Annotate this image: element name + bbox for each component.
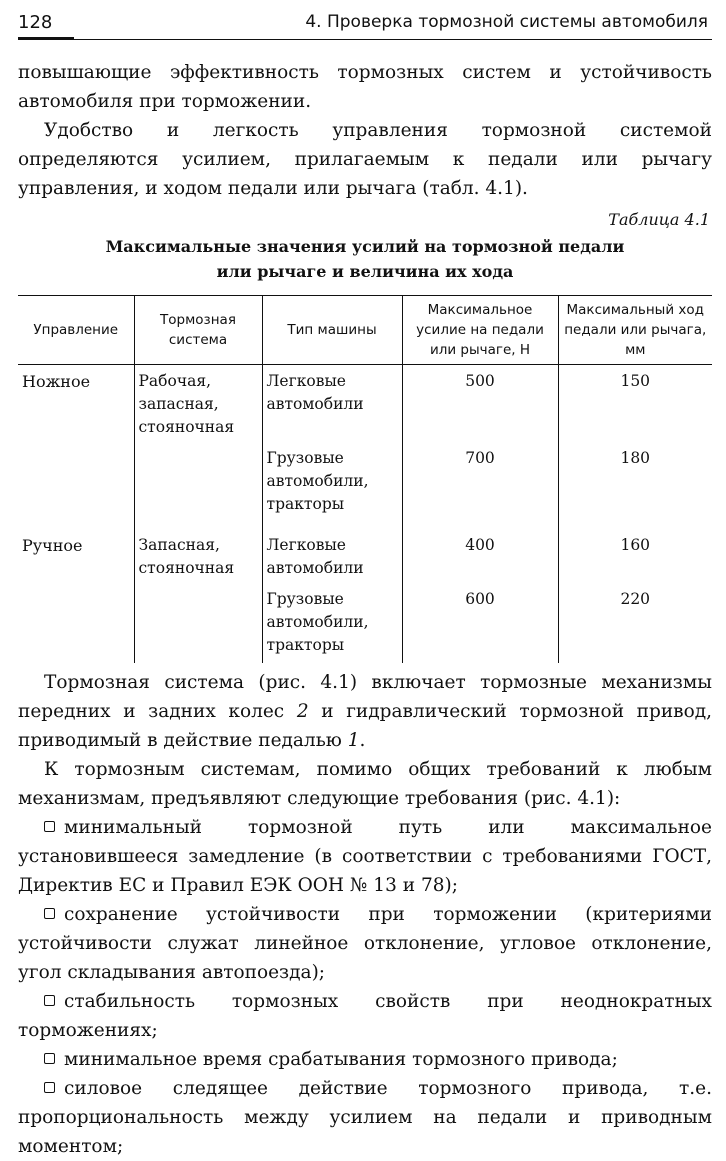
page-number: 128 (18, 12, 53, 33)
list-item (18, 813, 712, 900)
cell-max-force: 500 (402, 365, 558, 440)
checkbox-bullet-icon (44, 995, 55, 1006)
table-row (18, 516, 712, 580)
cell-max-force: 700 (402, 439, 558, 516)
header-machine-type: Тип машины (262, 296, 402, 365)
checkbox-bullet-icon (44, 821, 55, 832)
figure-ref: 2 (296, 701, 309, 722)
list-item-text: сохранение устойчивости при торможении (критериями устойчивости служат линейное отклонение, угловое отклонение, угол складывания автопоезда); (18, 904, 712, 983)
checkbox-bullet-icon (44, 908, 55, 919)
header-rule (18, 39, 712, 40)
table-row (18, 580, 712, 663)
intro-text (18, 58, 712, 203)
list-item-text: силовое следящее действие тормозного привода, т.е. пропорциональность между усилием на педали и приводным моментом; (18, 1078, 712, 1157)
checkbox-bullet-icon (44, 1082, 55, 1093)
paragraph-requirements: К тормозным системам, помимо общих требований к любым механизмам, предъявляют следующие требования (рис. 4.1): (18, 759, 712, 809)
intro-paragraph: Удобство и легкость управления тормозной системой определяются усилием, прилагаемым к педали или рычагу управления, и ходом педали или рычага (табл. 4.1). (18, 120, 712, 199)
main-text (18, 668, 712, 1161)
cell-machine-type: Легковые автомобили (262, 516, 402, 580)
list-item (18, 1074, 712, 1161)
intro-paragraph-continued: повышающие эффективность тормозных систем и устойчивость автомобиля при торможении. (18, 62, 712, 112)
header-max-force: Максимальное усилие на педали или рычаге, Н (402, 296, 558, 365)
cell-control: Ручное (22, 536, 83, 555)
list-item-text: стабильность тормозных свойств при неоднократных торможениях; (18, 991, 712, 1041)
checkbox-bullet-icon (44, 1053, 55, 1064)
cell-max-travel: 160 (558, 516, 712, 580)
table-row (18, 365, 712, 440)
cell-machine-type: Грузовые автомобили, тракторы (262, 580, 402, 663)
list-item (18, 1045, 712, 1074)
header-control: Управление (18, 296, 134, 365)
text-run: и гидравлический тормозной привод, приводимый в действие педалью (18, 701, 712, 751)
cell-brake-system: Рабочая, запасная, стояночная (134, 365, 262, 440)
cell-max-force: 400 (402, 516, 558, 580)
running-title: 4. Проверка тормозной системы автомобиля (305, 12, 708, 32)
header-brake-system: Тормозная система (134, 296, 262, 365)
table-header-row (18, 296, 712, 365)
cell-control: Ножное (22, 372, 91, 391)
cell-max-travel: 180 (558, 439, 712, 516)
table-title-line-2: или рычаге и величина их хода (216, 262, 514, 281)
text-run: . (359, 730, 366, 751)
text-run: Тормозная система (рис. 4.1) включает тормозные механизмы передних и задних колес (18, 672, 712, 722)
cell-control (18, 580, 134, 663)
cell-control (18, 439, 134, 516)
cell-max-travel: 220 (558, 580, 712, 663)
header-max-travel: Максимальный ход педали или рычага, мм (558, 296, 712, 365)
page-header (18, 8, 712, 38)
cell-brake-system (134, 439, 262, 516)
cell-brake-system: Запасная, стояночная (134, 516, 262, 580)
cell-machine-type: Грузовые автомобили, тракторы (262, 439, 402, 516)
table-caption: Таблица 4.1 (608, 210, 710, 229)
list-item (18, 987, 712, 1045)
cell-max-force: 600 (402, 580, 558, 663)
cell-machine-type: Легковые автомобили (262, 365, 402, 440)
list-item-text: минимальное время срабатывания тормозного привода; (64, 1049, 618, 1070)
table-title-line-1: Максимальные значения усилий на тормозной педали (105, 237, 625, 256)
brake-effort-table (18, 295, 712, 663)
cell-max-travel: 150 (558, 365, 712, 440)
list-item-text: минимальный тормозной путь или максимальное установившееся замедление (в соответствии с требованиями ГОСТ, Директив ЕС и Правил ЕЭК ООН № 13 и 78); (18, 817, 712, 896)
paragraph-brake-composition (18, 668, 712, 755)
list-item (18, 900, 712, 987)
table-row (18, 439, 712, 516)
table-title (18, 234, 712, 284)
cell-brake-system (134, 580, 262, 663)
figure-ref: 1 (347, 730, 360, 751)
